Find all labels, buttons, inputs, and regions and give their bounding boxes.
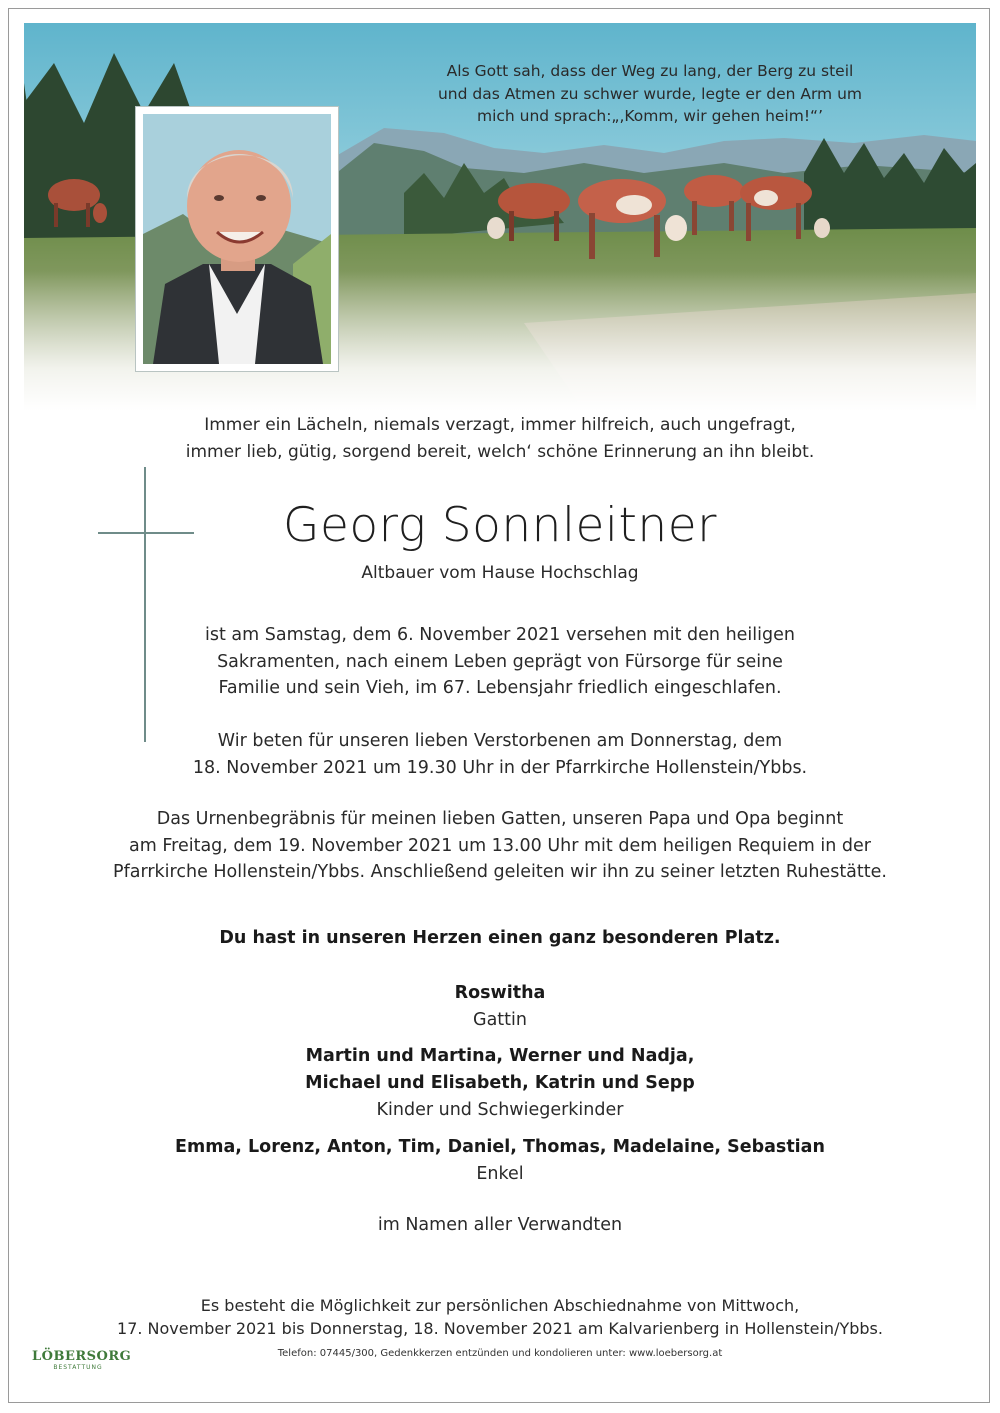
mourner-group-spouse: [0, 980, 1000, 1034]
paragraph-line: Wir beten für unseren lieben Verstorbenen am Donnerstag, dem: [217, 731, 783, 751]
contact-line: Telefon: 07445/300, Gedenkkerzen entzünden und kondolieren unter: www.loebersorg.at: [277, 1348, 723, 1359]
deceased-name: Georg Sonnleitner: [283, 498, 717, 553]
quote-line: und das Atmen zu schwer wurde, legte er den Arm um: [437, 84, 863, 103]
portrait-frame: [136, 107, 338, 371]
deceased-subtitle: Altbauer vom Hause Hochschlag: [361, 563, 639, 583]
footer-line: Es besteht die Möglichkeit zur persönlichen Abschiednahme von Mittwoch,: [200, 1296, 800, 1315]
mourner-names: Martin und Martina, Werner und Nadja,: [305, 1046, 695, 1066]
verse-line: Immer ein Lächeln, niemals verzagt, immer hilfreich, auch ungefragt,: [204, 415, 796, 435]
quote-line: Als Gott sah, dass der Weg zu lang, der Berg zu steil: [446, 62, 854, 80]
header-quote: [430, 60, 870, 128]
mourner-names: Emma, Lorenz, Anton, Tim, Daniel, Thomas, Madelaine, Sebastian: [175, 1137, 825, 1157]
motto: Du hast in unseren Herzen einen ganz besonderen Platz.: [219, 928, 781, 948]
logo-wordmark: LÖBERSORG: [32, 1349, 132, 1364]
verse: [0, 412, 1000, 466]
mourner-relation: Gattin: [473, 1010, 527, 1030]
prayer-paragraph: [0, 728, 1000, 781]
mourner-group-grandchildren: [0, 1134, 1000, 1188]
portrait-photo: [143, 114, 331, 364]
quote-line: mich und sprach:„,Komm, wir gehen heim!“’: [476, 107, 824, 125]
mourner-names: Roswitha: [454, 983, 546, 1003]
verse-line: immer lieb, gütig, sorgend bereit, welch‘ schöne Erinnerung an ihn bleibt.: [185, 442, 815, 462]
paragraph-line: ist am Samstag, dem 6. November 2021 versehen mit den heiligen: [205, 625, 795, 645]
paragraph-line: Pfarrkirche Hollenstein/Ybbs. Anschließend geleiten wir ihn zu seiner letzten Ruhestätte.: [113, 862, 887, 882]
mourner-relation: Enkel: [476, 1164, 524, 1184]
logo-subtitle: BESTATTUNG: [53, 1364, 103, 1371]
paragraph-line: Sakramenten, nach einem Leben geprägt von Fürsorge für seine: [217, 651, 783, 672]
paragraph-line: 18. November 2021 um 19.30 Uhr in der Pfarrkirche Hollenstein/Ybbs.: [192, 757, 808, 778]
paragraph-line: am Freitag, dem 19. November 2021 um 13.00 Uhr mit dem heiligen Requiem in der: [129, 835, 871, 856]
death-notice-paragraph: [0, 622, 1000, 702]
paragraph-line: Familie und sein Vieh, im 67. Lebensjahr friedlich eingeschlafen.: [218, 678, 782, 698]
paragraph-line: Das Urnenbegräbnis für meinen lieben Gatten, unseren Papa und Opa beginnt: [156, 809, 844, 829]
closing-line: im Namen aller Verwandten: [377, 1215, 623, 1235]
funeral-paragraph: [0, 806, 1000, 886]
funeral-home-logo: [32, 1349, 132, 1371]
mourner-group-children: [0, 1043, 1000, 1124]
footer-line: 17. November 2021 bis Donnerstag, 18. November 2021 am Kalvarienberg in Hollenstein/Ybbs.: [117, 1319, 883, 1338]
viewing-notice: [0, 1294, 1000, 1340]
mourner-names: Michael und Elisabeth, Katrin und Sepp: [305, 1073, 695, 1093]
mourner-relation: Kinder und Schwiegerkinder: [376, 1100, 624, 1120]
